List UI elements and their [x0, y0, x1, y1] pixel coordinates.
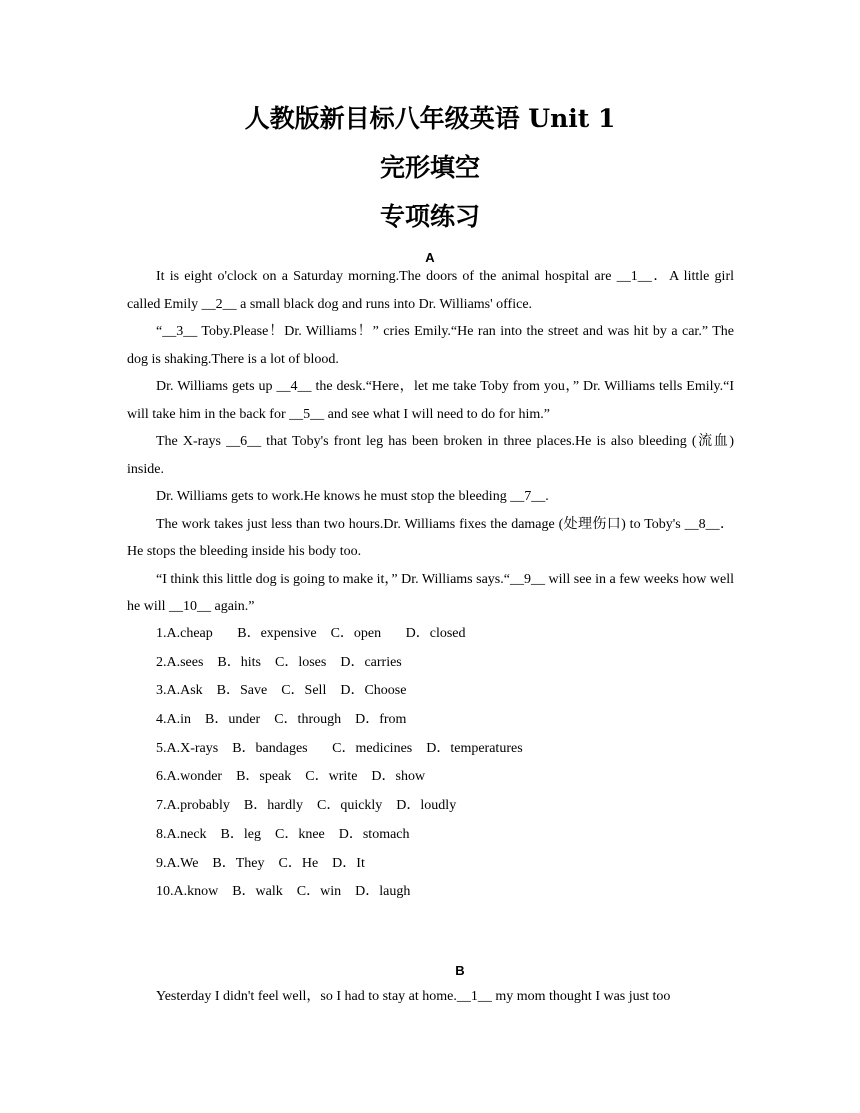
option-row: 5.A.X-rays B．bandages C．medicines D．temperatures [156, 740, 523, 756]
document-subtitle: 完形填空 [379, 153, 480, 182]
section-a-passage [127, 263, 734, 621]
passage-paragraph: Dr. Williams gets up __4__ the desk.“Here，let me take Toby from you，” Dr. Williams tells Emily.“I will take him in the back for __5__ and see what I will need to do for him.” [127, 379, 734, 422]
document-subtitle-2: 专项练习 [379, 202, 480, 231]
option-row: 3.A.Ask B．Save C．Sell D．Choose [156, 683, 407, 699]
section-b-passage [127, 983, 734, 1011]
passage-paragraph: “__3__ Toby.Please！Dr. Williams！” cries Emily.“He ran into the street and was hit by a car.” The dog is shaking.There is a lot of blood. [127, 324, 734, 367]
option-row: 4.A.in B．under C．through D．from [156, 712, 407, 728]
option-row: 6.A.wonder B．speak C．write D．show [156, 769, 426, 785]
option-row: 9.A.We B．They C．He D．It [156, 855, 365, 871]
passage-paragraph: Dr. Williams gets to work.He knows he must stop the bleeding __7__. [156, 489, 549, 504]
option-row: 10.A.know B．walk C．win D．laugh [156, 884, 411, 900]
passage-paragraph: It is eight o'clock on a Saturday morning.The doors of the animal hospital are __1__．A little girl called Emily __2__ a small black dog and runs into Dr. Williams' office. [127, 269, 734, 312]
passage-paragraph: The work takes just less than two hours.Dr. Williams fixes the damage (处理伤口) to Toby's __8__．He stops the bleeding inside his body too. [127, 516, 734, 559]
document-title: 人教版新目标八年级英语 Unit 1 [244, 104, 616, 133]
option-row: 1.A.cheap B．expensive C．open D．closed [156, 626, 466, 641]
option-row: 8.A.neck B．leg C．knee D．stomach [156, 826, 410, 842]
option-row: 2.A.sees B．hits C．loses D．carries [156, 654, 402, 670]
passage-paragraph: The X-rays __6__ that Toby's front leg has been broken in three places.He is also bleeding (流血) inside. [127, 434, 734, 477]
passage-paragraph: Yesterday I didn't feel well，so I had to stay at home.__1__ my mom thought I was just too [156, 989, 671, 1004]
option-row: 7.A.probably B．hardly C．quickly D．loudly [156, 798, 457, 814]
section-b-label: B [455, 963, 465, 978]
passage-paragraph: “I think this little dog is going to make it，” Dr. Williams says.“__9__ will see in a few weeks how well he will __10__ again.” [127, 571, 734, 614]
section-a-label: A [425, 250, 435, 265]
answer-options [156, 620, 523, 907]
